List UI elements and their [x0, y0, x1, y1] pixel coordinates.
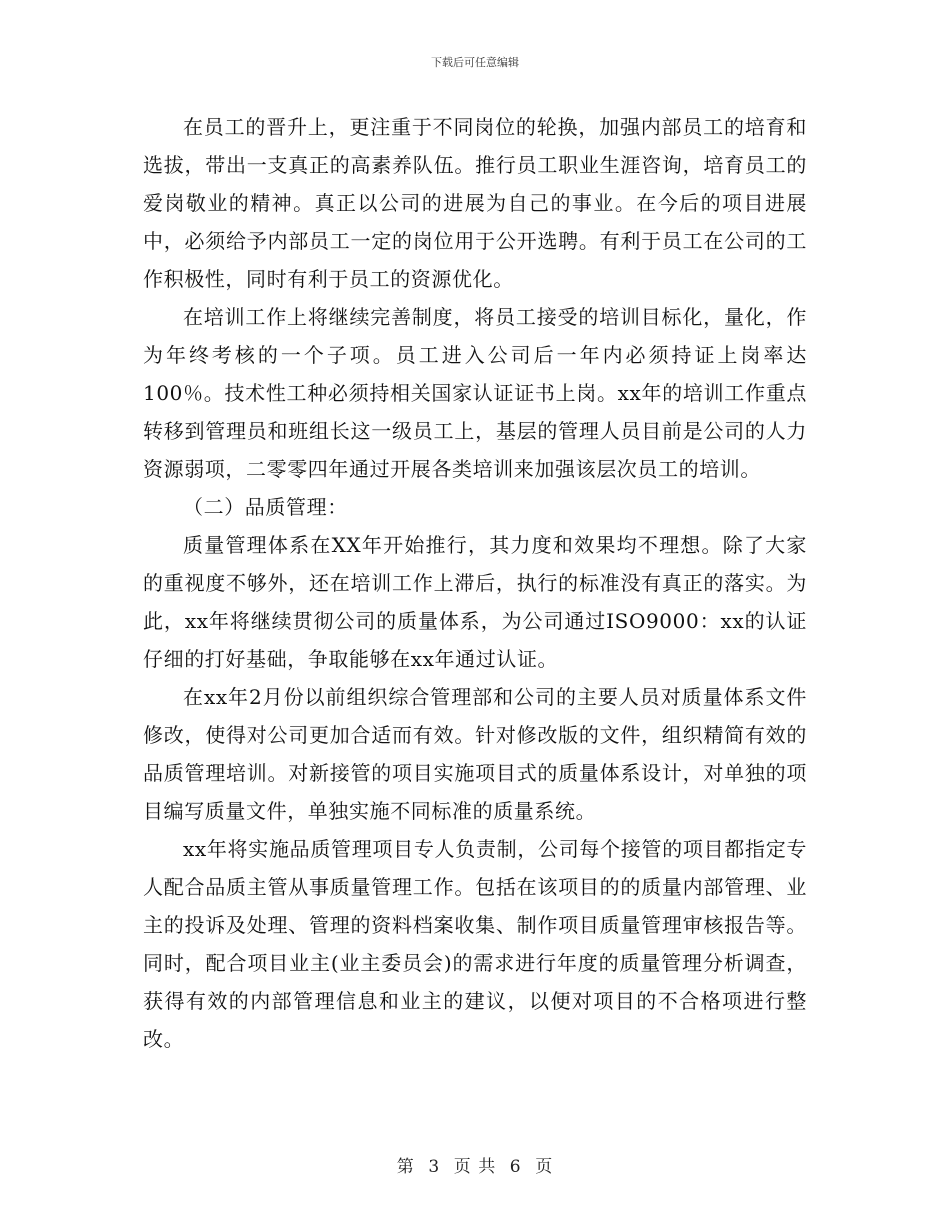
page-total: 6 — [509, 1157, 522, 1177]
page-header: 下载后可任意编辑 — [431, 56, 519, 69]
page-prefix: 第 — [396, 1157, 415, 1177]
paragraph-document-revision: 在xx年2月份以前组织综合管理部和公司的主要人员对质量体系文件修改，使得对公司更加合适而有效。针对修改版的文件，组织精简有效的品质管理培训。对新接管的项目实施项目式的质量体系设计，对单独的项目编写质量文件，单独实施不同标准的质量系统。 — [143, 685, 807, 823]
paragraph-promotion: 在员工的晋升上，更注重于不同岗位的轮换，加强内部员工的培育和选拔，带出一支真正的高素养队伍。推行员工职业生涯咨询，培育员工的爱岗敬业的精神。真正以公司的进展为自己的事业。在今后的项目进展中，必须给予内部员工一定的岗位用于公开选聘。有利于员工在公司的工作积极性，同时有利于员工的资源优化。 — [143, 115, 807, 291]
paragraph-training: 在培训工作上将继续完善制度，将员工接受的培训目标化，量化，作为年终考核的一个子项。员工进入公司后一年内必须持证上岗率达100％。技术性工种必须持相关国家认证证书上岗。xx年的培训工作重点转移到管理员和班组长这一级员工上，基层的管理人员目前是公司的人力资源弱项，二零零四年通过开展各类培训来加强该层次员工的培训。 — [143, 305, 807, 481]
page-suffix: 页 — [535, 1157, 554, 1177]
document-body — [143, 108, 807, 1058]
paragraph-responsibility: xx年将实施品质管理项目专人负责制，公司每个接管的项目都指定专人配合品质主管从事质量管理工作。包括在该项目的的质量内部管理、业主的投诉及处理、管理的资料档案收集、制作项目质量管理审核报告等。同时，配合项目业主(业主委员会)的需求进行年度的质量管理分析调查，获得有效的内部管理信息和业主的建议，以便对项目的不合格项进行整改。 — [143, 837, 807, 1051]
section-heading-quality: （二）品质管理： — [183, 495, 348, 519]
page-footer — [0, 1152, 950, 1177]
page-mid: 页 共 — [453, 1157, 497, 1177]
paragraph-quality-system: 质量管理体系在XX年开始推行，其力度和效果均不理想。除了大家的重视度不够外，还在培训工作上滞后，执行的标准没有真正的落实。为此，xx年将继续贯彻公司的质量体系，为公司通过ISO9000：xx的认证仔细的打好基础，争取能够在xx年通过认证。 — [143, 533, 807, 671]
page-current: 3 — [428, 1157, 441, 1177]
